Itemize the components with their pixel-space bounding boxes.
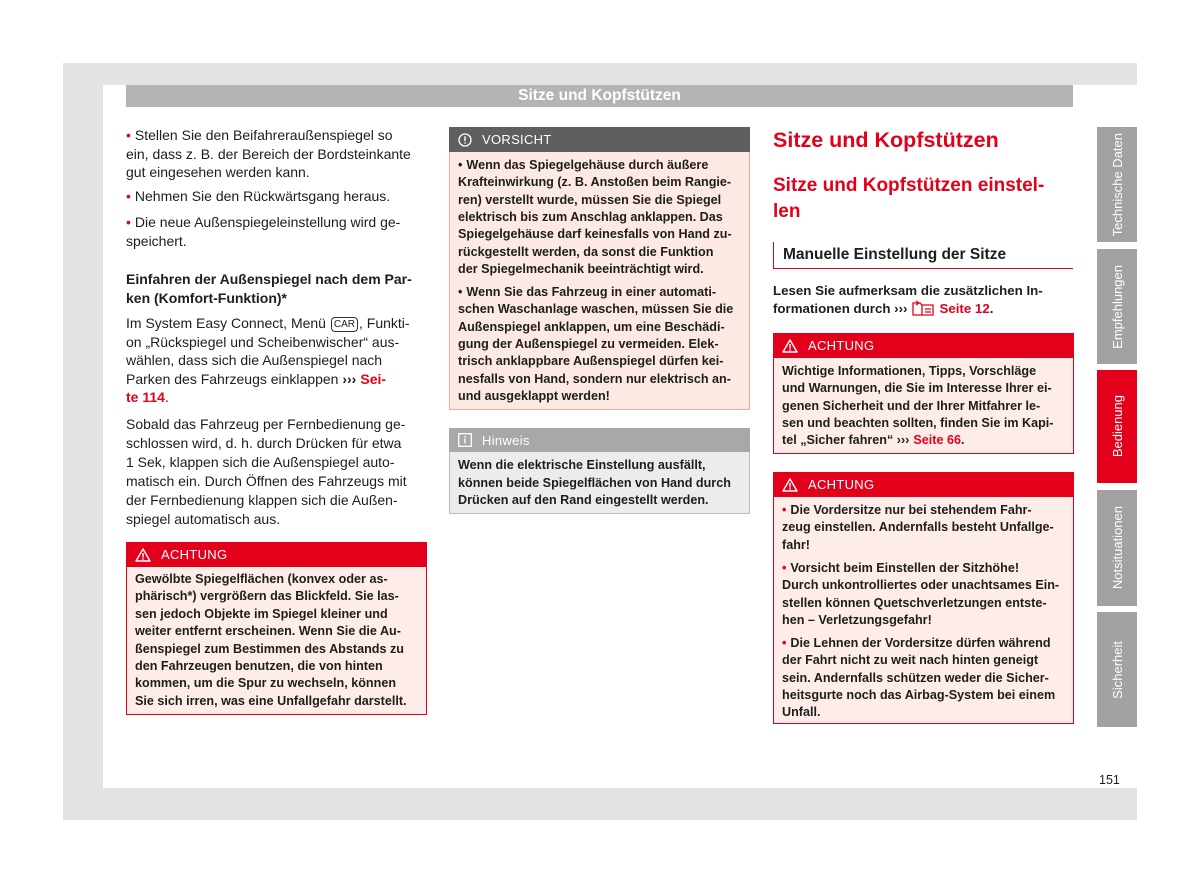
- text-run: , Funkti-: [358, 315, 410, 331]
- warning-box: [773, 333, 1074, 454]
- warning-text: Gewölbte Spiegelflächen (konvex oder as- phärisch*) vergrößern das Blickfeld. Sie las- sen jedoch Objekte im Spiegel kleiner und weiter entfernt erscheinen. Wenn Sie die Au- ßenspiegel zum Bestimmen des Abstands zu den Fahrzeugen benutzen, die von hinten kommen, um die Spur zu wechseln, können Sie sich irren, was eine Unfallgefahr darstellt.: [126, 567, 427, 715]
- thumb-tab-technische-daten: [1097, 127, 1137, 242]
- thumb-tab-notsituationen: [1097, 490, 1137, 606]
- warning-body: [773, 358, 1074, 454]
- warning-header: [773, 472, 1074, 497]
- thumb-tab-sicherheit: [1097, 612, 1137, 727]
- running-header: [126, 85, 1073, 107]
- text-run: .: [989, 301, 994, 316]
- caution-box: [449, 127, 750, 410]
- page-reference: te 114: [126, 389, 165, 405]
- list-item: [126, 213, 400, 250]
- subheading-folding-mirrors: Einfahren der Außenspiegel nach dem Par- ken (Komfort-Funktion)*: [126, 271, 412, 306]
- warning-body: [773, 497, 1074, 724]
- bullet: •: [126, 214, 131, 230]
- warning-triangle-icon: [135, 548, 151, 562]
- thumb-tab-label: Empfehlungen: [1109, 264, 1125, 349]
- list-item: [126, 126, 411, 182]
- bullet: •: [782, 503, 787, 517]
- bullet: •: [126, 127, 131, 143]
- thumb-tab-label: Technische Daten: [1109, 132, 1125, 237]
- bullet: •: [458, 158, 463, 172]
- warning-triangle-icon: [782, 478, 798, 492]
- bullet: •: [126, 188, 131, 204]
- text-run: .: [164, 389, 169, 405]
- cross-reference-icon: [911, 300, 935, 316]
- list-item-text: Die Lehnen der Vordersitze dürfen während der Fahrt nicht zu weit nach hinten geneigt sein. Andernfalls schützen weder die Sicher- heitsgurte noch das Airbag-System bei einem Unfall.: [782, 635, 1056, 720]
- list-item-text: Nehmen Sie den Rückwärtsgang heraus.: [134, 188, 391, 204]
- list-item-text: Die Vordersitze nur bei stehendem Fahr- zeug einstellen. Andernfalls besteht Unfallge- fahr!: [782, 503, 1054, 552]
- bullet: •: [782, 635, 787, 650]
- list-item: [126, 187, 390, 206]
- subsection-title: Manuelle Einstellung der Sitze: [773, 242, 1073, 269]
- text-run: Im System Easy Connect, Menü: [126, 315, 330, 331]
- page-reference: Sei-: [360, 370, 387, 387]
- warning-box: [773, 472, 1074, 724]
- car-menu-key: CAR: [331, 317, 358, 332]
- thumb-tab-label: Bedienung: [1109, 395, 1125, 458]
- page-number: 151: [1099, 773, 1120, 787]
- section-title: Sitze und Kopfstützen einstel- len: [773, 175, 1045, 222]
- caution-circle-icon: [458, 133, 472, 147]
- paragraph-easy-connect: [126, 314, 410, 407]
- list-item: [458, 284, 749, 405]
- list-item: [782, 635, 1073, 722]
- list-item-text: Vorsicht beim Einstellen der Sitzhöhe! Durch unkontrolliertes oder unachtsames Ein- stellen können Quetschverletzungen entste- hen – Verletzungsgefahr!: [782, 560, 1060, 627]
- list-item-text: Wenn Sie das Fahrzeug in einer automati- schen Waschanlage waschen, müssen Sie die Außenspiegel anklappen, um eine Beschädi- gung der Außenspiegel zu vermeiden. Elek- trisch anklappbare Außenspiegel dürfen kei- nesfalls von Hand, sondern nur elektrisch an- und ausgeklappt werden!: [458, 284, 734, 403]
- caution-header: [449, 127, 750, 152]
- list-item: [458, 157, 749, 278]
- list-item-text: Wenn das Spiegelgehäuse durch äußere Krafteinwirkung (z. B. Anstoßen beim Rangie- ren) verstellt wurde, müssen Sie die Spiegel elektrisch bis zum Anschlag anklappen. Das Spiegelgehäuse darf keinesfalls von Hand zu- rückgestellt werden, da sonst die Funktion der Spiegelmechanik beeinträchtigt wird.: [458, 158, 732, 277]
- list-item-text: Die neue Außenspiegeleinstellung wird ge- speichert.: [126, 214, 401, 249]
- warning-label: ACHTUNG: [808, 338, 875, 353]
- page-reference: Seite 66: [913, 433, 961, 448]
- list-item-text: Stellen Sie den Beifahreraußenspiegel so ein, dass z. B. der Bereich der Bordsteinkante gut eingesehen werden kann.: [126, 127, 411, 180]
- cross-reference-arrows: ›››: [894, 301, 908, 316]
- thumb-tab-bedienung: [1097, 370, 1137, 483]
- warning-label: ACHTUNG: [808, 477, 875, 492]
- info-icon: [458, 433, 472, 447]
- thumb-tab-label: Sicherheit: [1109, 640, 1125, 699]
- warning-triangle-icon: [782, 339, 798, 353]
- list-item: [782, 560, 1073, 630]
- chapter-title: Sitze und Kopfstützen: [773, 128, 999, 152]
- warning-label: ACHTUNG: [161, 547, 228, 562]
- note-box: [449, 428, 750, 514]
- cross-reference-arrows: ›››: [896, 433, 910, 448]
- text-run: Lesen Sie aufmerksam die zusätzlichen In- formationen durch: [773, 283, 1043, 316]
- running-header-title: Sitze und Kopfstützen: [518, 87, 681, 104]
- caution-label: VORSICHT: [482, 132, 552, 147]
- caution-body: [449, 152, 750, 410]
- intro-text: [773, 282, 1043, 318]
- thumb-tab-empfehlungen: [1097, 249, 1137, 364]
- text-run: .: [960, 433, 965, 448]
- warning-header: [126, 542, 427, 567]
- list-item: [782, 502, 1073, 554]
- warning-header: [773, 333, 1074, 358]
- warning-box: [126, 542, 427, 715]
- note-text: Wenn die elektrische Einstellung ausfällt, können beide Spiegelflächen von Hand durch Drücken auf den Rand eingestellt werden.: [449, 452, 750, 514]
- cross-reference-arrows: ›››: [342, 370, 357, 387]
- note-label: Hinweis: [482, 432, 530, 448]
- bullet: •: [458, 284, 463, 299]
- note-header: [449, 428, 750, 452]
- text-run: Wichtige Informationen, Tipps, Vorschläge und Warnungen, die Sie im Interesse Ihrer ei- genen Sicherheit und der Ihrer Mitfahrer le- sen und beachten sollten, finden Sie im Kapi- tel „Sicher fahren“: [782, 364, 1054, 448]
- bullet: •: [782, 560, 787, 575]
- thumb-tab-label: Notsituationen: [1109, 506, 1125, 590]
- warning-text: [782, 363, 1073, 449]
- text-run: on „Rückspiegel und Scheibenwischer“ aus- wählen, dass sich die Außenspiegel nach Parken des Fahrzeugs einklappen: [126, 333, 400, 387]
- paragraph-remote-folding: Sobald das Fahrzeug per Fernbedienung ge- schlossen wird, d. h. durch Drücken für etwa 1 Sek, klappen sich die Außenspiegel auto- matisch ein. Durch Öffnen des Fahrzeugs mit der Fernbedienung klappen sich die Außen- spiegel automatisch aus.: [126, 416, 407, 527]
- page-reference: Seite 12: [939, 301, 990, 316]
